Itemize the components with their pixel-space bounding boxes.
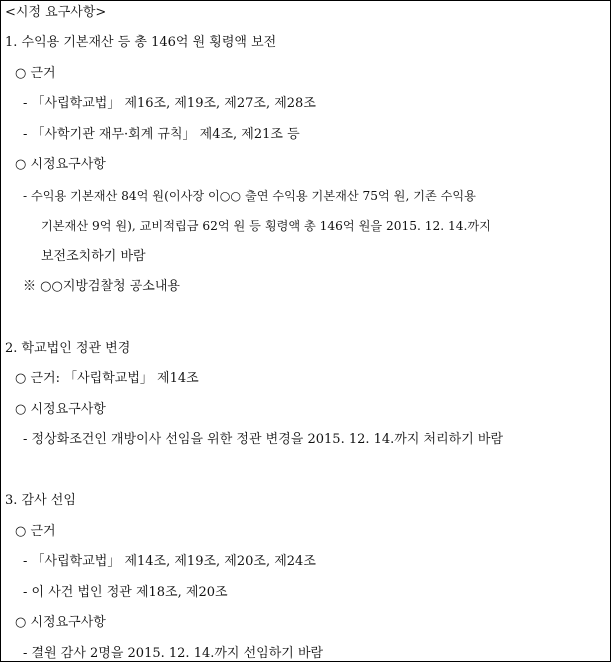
section-1-basis-1: - 「사립학교법」 제16조, 제19조, 제27조, 제28조 <box>23 96 316 111</box>
section-1-note: ※ ○○지방검찰청 공소내용 <box>23 279 180 294</box>
section-3-title: 3. 감사 선임 <box>5 493 76 508</box>
document-header: <시정 요구사항> <box>5 5 107 20</box>
section-2-req-line-1: - 정상화조건인 개방이사 선임을 위한 정관 변경을 2015. 12. 14.까지 처리하기 바람 <box>23 432 504 447</box>
section-2-req-heading: ○ 시정요구사항 <box>15 402 106 417</box>
section-1-req-line-1: - 수익용 기본재산 84억 원(이사장 이○○ 출연 수익용 기본재산 75억 원, 기존 수익용 <box>23 189 476 203</box>
section-1-req-heading: ○ 시정요구사항 <box>15 157 106 172</box>
section-3-basis-1: - 「사립학교법」 제14조, 제19조, 제20조, 제24조 <box>23 554 316 569</box>
section-3-basis-heading: ○ 근거 <box>15 524 56 539</box>
section-3-basis-2: - 이 사건 법인 정관 제18조, 제20조 <box>23 585 228 600</box>
section-2-basis: ○ 근거: 「사립학교법」 제14조 <box>15 371 199 386</box>
section-1-basis-heading: ○ 근거 <box>15 66 56 81</box>
section-2-title: 2. 학교법인 정관 변경 <box>5 341 131 356</box>
section-1-basis-2: - 「사학기관 재무·회계 규칙」 제4조, 제21조 등 <box>23 127 300 142</box>
section-1-req-line-2: 기본재산 9억 원), 교비적립금 62억 원 등 횡령액 총 146억 원을 2015. 12. 14.까지 <box>41 219 491 233</box>
section-3-req-line-1: - 결원 감사 2명을 2015. 12. 14.까지 선임하기 바람 <box>23 646 324 661</box>
section-3-req-heading: ○ 시정요구사항 <box>15 615 106 630</box>
section-1-req-line-3: 보전조치하기 바람 <box>41 249 146 264</box>
section-1-title: 1. 수익용 기본재산 등 총 146억 원 횡령액 보전 <box>5 35 277 50</box>
